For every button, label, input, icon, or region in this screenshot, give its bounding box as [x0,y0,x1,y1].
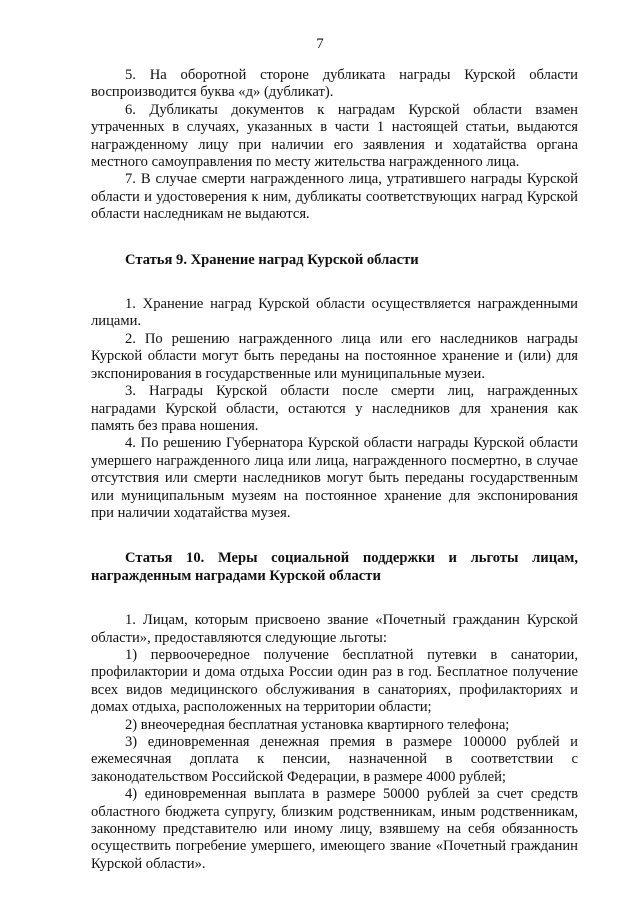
article-10-item-3-premium: 3) единовременная денежная премия в размере 100000 рублей и ежемесячная доплата к пенсии, назначенной в соответствии с законодательством Российской Федерации, в размере 4000 рублей; [91,734,578,785]
article-9-paragraph-2: 2. По решению награжденного лица или его наследников награды Курской области могут быть переданы на постоянное хранение и (или) для экспонирования в государственные или муниципальные музеи. [91,330,578,382]
article-9-heading: Статья 9. Хранение наград Курской области [125,251,419,268]
document-body [91,67,578,873]
spacer [91,269,578,296]
article-10-paragraph-1: 1. Лицам, которым присвоено звание «Почетный гражданин Курской области», предоставляются следующие льготы: [91,612,578,646]
spacer [91,522,578,550]
article-10-item-1-sanatorium: 1) первоочередное получение бесплатной путевки в санатории, профилактории и дома отдыха России один раз в год. Бесплатное получение всех видов медицинского обслуживания в санаториях, профилакториях и домах отдыха, расположенных на территории области; [91,646,578,716]
paragraph-5-duplicate-letter: 5. На оборотной стороне дубликата награды Курской области воспроизводится буква «д» (дубликат). [91,67,578,101]
article-9-paragraph-3: 3. Награды Курской области после смерти лиц, награжденных наградами Курской области, остаются у наследников для хранения как память без права ношения. [91,383,578,434]
page-number: 7 [316,36,324,52]
article-10-heading: Статья 10. Меры социальной поддержки и льготы лицам, награжденным наградами Курской области [91,550,578,584]
article-10-item-4-funeral-payment: 4) единовременная выплата в размере 50000 рублей за счет средств областного бюджета супругу, близким родственникам, иным родственникам, законному представителю или иному лицу, взявшему на себя обязанность осуществить погребение умершего, имеющего звание «Почетный гражданин Курской области». [91,786,578,872]
article-9-paragraph-1: 1. Хранение наград Курской области осуществляется награжденными лицами. [91,296,578,330]
paragraph-6-duplicate-documents: 6. Дубликаты документов к наградам Курской области взамен утраченных в случаях, указанных в части 1 настоящей статьи, выдаются награжденному лицу при наличии его заявления и ходатайства органа местного самоуправления по месту жительства награжденного лица. [91,101,578,171]
article-10-item-2-telephone: 2) внеочередная бесплатная установка квартирного телефона; [125,716,510,733]
paragraph-7-death-no-duplicates: 7. В случае смерти награжденного лица, утратившего награды Курской области и удостоверения к ним, дубликаты соответствующих наград Курской области наследникам не выдаются. [91,171,578,223]
spacer [91,224,578,252]
spacer [91,585,578,612]
article-9-paragraph-4: 4. По решению Губернатора Курской области награды Курской области умершего награжденного лица или лица, награжденного посмертно, в случае отсутствия или смерти наследников могут быть переданы государственным или муниципальным музеям на постоянное хранение для экспонирования при наличии ходатайства музея. [91,435,578,521]
